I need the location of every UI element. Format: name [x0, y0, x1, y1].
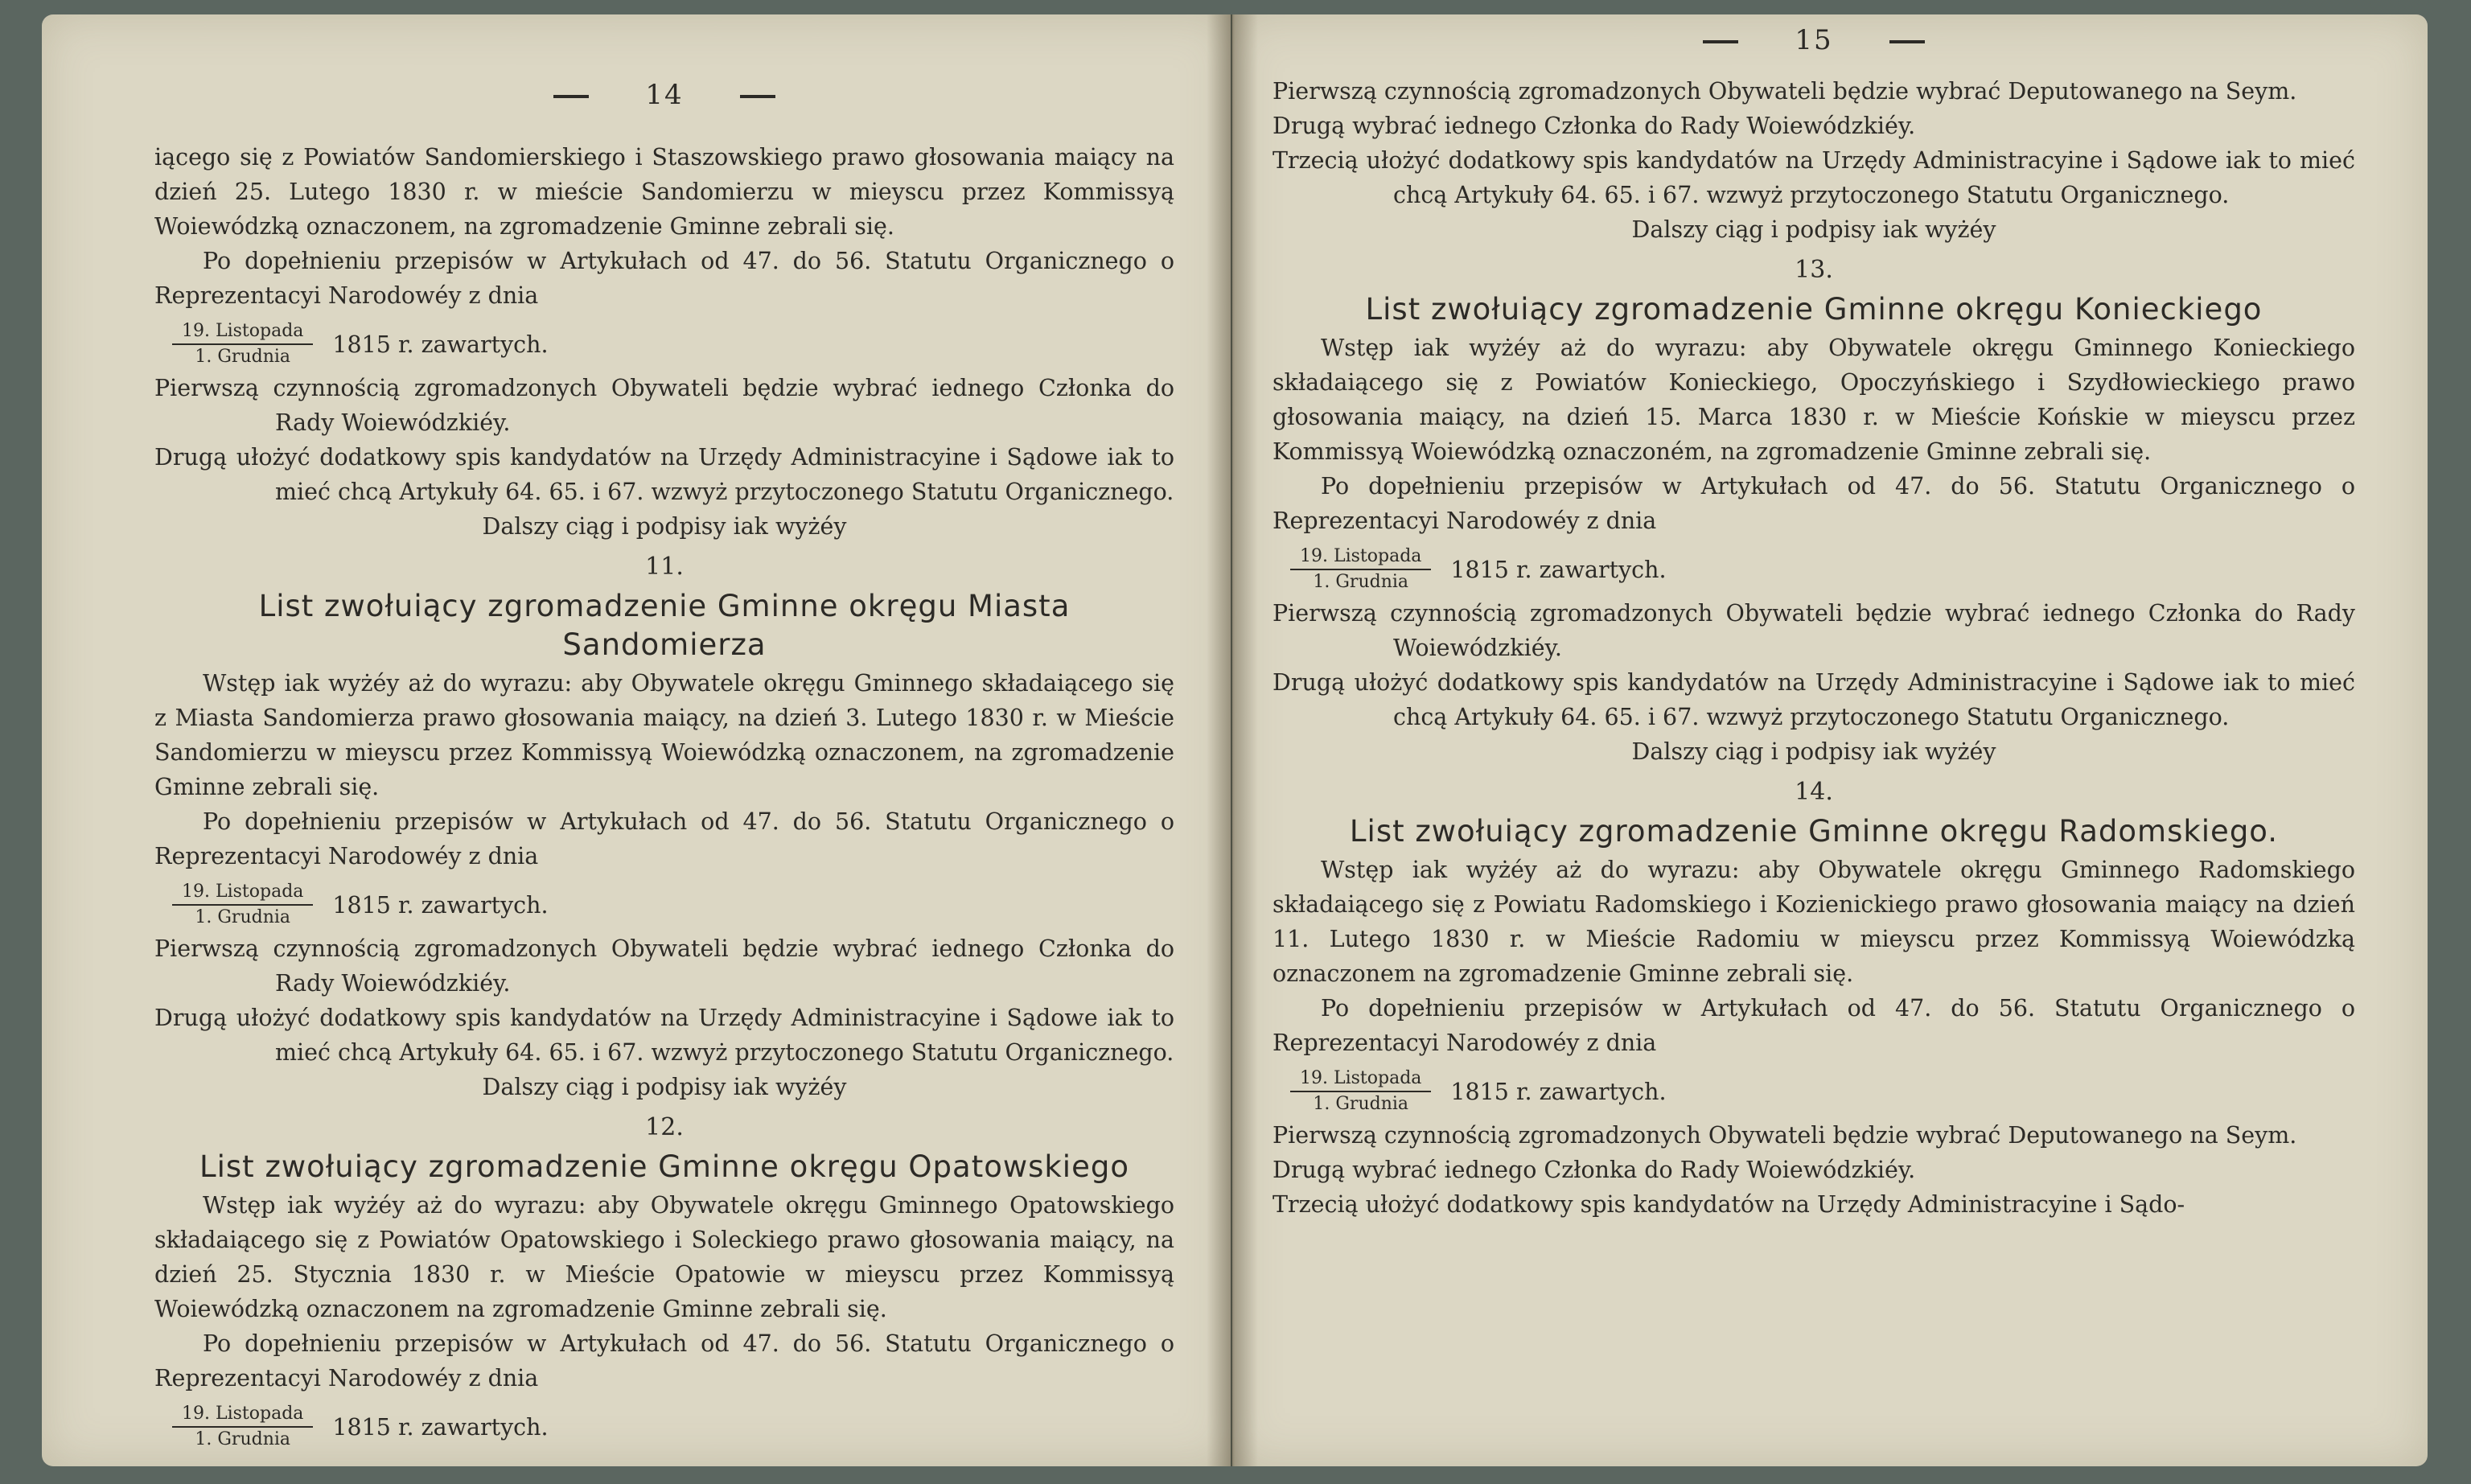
right-page-number: 15	[1273, 24, 2355, 56]
section-title: List zwołuiący zgromadzenie Gminne okręgu Radomskiego.	[1349, 814, 2279, 849]
section-date: $\frac{\text{19. Listopada}}{\text{1. Grudnia}}$ 1815 r. zawartych.	[154, 1404, 1174, 1450]
section-number: 12.	[645, 1113, 684, 1141]
right-opening-closing: Dalszy ciąg i podpisy iak wyżéy	[1631, 216, 1996, 243]
book-gutter	[1207, 14, 1258, 1466]
date-fraction: $\frac{\text{19. Listopada}}{\text{1. Grudnia}}$	[1290, 1068, 1431, 1115]
section-number: 14.	[1795, 778, 1833, 806]
section-closing: Dalszy ciąg i podpisy iak wyżéy	[482, 1074, 847, 1100]
section-first: Pierwszą czynnością zgromadzonych Obywateli będzie wybrać iednego Członka do Rady Woiewódzkiéy.	[154, 935, 1174, 997]
left-page-content	[42, 14, 1231, 1466]
left-opening-date: $\frac{\text{19. Listopada}}{\text{1. Grudnia}}$ 1815 r. zawartych.	[154, 321, 1174, 368]
section-intro: Wstęp iak wyżéy aż do wyrazu: aby Obywatele okręgu Gminnego Radomskiego składaiącego się z Powiatu Radomskiego i Kozienickiego prawo głosowania maiący na dzień 11. Lutego 1830 r. w Mieście Radomiu w mieyscu przez Kommissyą Woiewódzką oznaczonem na zgromadzenie Gminne zebrali się.	[1273, 857, 2355, 987]
right-opening-second: Drugą wybrać iednego Członka do Rady Woiewódzkiéy.	[1273, 113, 1916, 139]
section-intro: Wstęp iak wyżéy aż do wyrazu: aby Obywatele okręgu Gminnego składaiącego się z Miasta Sandomierza prawo głosowania maiący, na dzień 3. Lutego 1830 r. w Mieście Sandomierzu w mieyscu przez Kommissyą Woiewódzką oznaczonem, na zgromadzenie Gminne zebrali się.	[154, 670, 1174, 800]
section-second: Drugą wybrać iednego Członka do Rady Woiewódzkiéy.	[1273, 1157, 1916, 1183]
left-opening-closing: Dalszy ciąg i podpisy iak wyżéy	[482, 513, 847, 540]
right-page-content	[1232, 14, 2428, 1466]
date-fraction: $\frac{\text{19. Listopada}}{\text{1. Grudnia}}$	[172, 882, 313, 928]
section-number: 11.	[645, 553, 684, 581]
right-page	[1232, 14, 2428, 1466]
section-second: Drugą ułożyć dodatkowy spis kandydatów na Urzędy Administracyine i Sądowe iak to mieć chcą Artykuły 64. 65. i 67. wzwyż przytoczonego Statutu Organicznego.	[154, 1005, 1174, 1066]
section-date: $\frac{\text{19. Listopada}}{\text{1. Grudnia}}$ 1815 r. zawartych.	[154, 882, 1174, 928]
section-first: Pierwszą czynnością zgromadzonych Obywateli będzie wybrać iednego Członka do Rady Woiewódzkiéy.	[1273, 600, 2355, 661]
left-opening-first: Pierwszą czynnością zgromadzonych Obywateli będzie wybrać iednego Członka do Rady Woiewódzkiéy.	[154, 375, 1174, 436]
section-title: List zwołuiący zgromadzenie Gminne okręgu Miasta Sandomierza	[258, 589, 1071, 662]
section-date: $\frac{\text{19. Listopada}}{\text{1. Grudnia}}$ 1815 r. zawartych.	[1273, 1068, 2355, 1115]
section-number: 13.	[1795, 256, 1833, 284]
right-opening-first: Pierwszą czynnością zgromadzonych Obywateli będzie wybrać Deputowanego na Seym.	[1273, 78, 2297, 105]
left-opening-lead: Po dopełnieniu przepisów w Artykułach od 47. do 56. Statutu Organicznego o Reprezentacyi Narodowéy z dnia	[154, 248, 1174, 309]
date-fraction: $\frac{\text{19. Listopada}}{\text{1. Grudnia}}$	[172, 1404, 313, 1450]
section-date: $\frac{\text{19. Listopada}}{\text{1. Grudnia}}$ 1815 r. zawartych.	[1273, 546, 2355, 593]
date-fraction: $\frac{\text{19. Listopada}}{\text{1. Grudnia}}$	[172, 321, 313, 368]
section-intro: Wstęp iak wyżéy aż do wyrazu: aby Obywatele okręgu Gminnego Konieckiego składaiącego się z Powiatów Konieckiego, Opoczyńskiego i Szydłowieckiego prawo głosowania maiący, na dzień 15. Marca 1830 r. w Mieście Końskie w mieyscu przez Kommissyą Woiewódzką oznaczoném, na zgromadzenie Gminne zebrali się.	[1273, 335, 2355, 465]
section-lead: Po dopełnieniu przepisów w Artykułach od 47. do 56. Statutu Organicznego o Reprezentacyi Narodowéy z dnia	[1273, 995, 2355, 1056]
left-page-number: 14	[154, 79, 1174, 111]
section-lead: Po dopełnieniu przepisów w Artykułach od 47. do 56. Statutu Organicznego o Reprezentacyi Narodowéy z dnia	[1273, 473, 2355, 534]
section-second: Drugą ułożyć dodatkowy spis kandydatów na Urzędy Administracyine i Sądowe iak to mieć chcą Artykuły 64. 65. i 67. wzwyż przytoczonego Statutu Organicznego.	[1273, 669, 2355, 730]
section-first: Pierwszą czynnością zgromadzonych Obywateli będzie wybrać Deputowanego na Seym.	[1273, 1122, 2297, 1149]
section-title: List zwołuiący zgromadzenie Gminne okręgu Opatowskiego	[199, 1149, 1129, 1184]
section-lead: Po dopełnieniu przepisów w Artykułach od 47. do 56. Statutu Organicznego o Reprezentacyi Narodowéy z dnia	[154, 1330, 1174, 1392]
section-third: Trzecią ułożyć dodatkowy spis kandydatów na Urzędy Administracyine i Sądo-	[1273, 1191, 2185, 1218]
left-opening-second: Drugą ułożyć dodatkowy spis kandydatów na Urzędy Administracyine i Sądowe iak to mieć chcą Artykuły 64. 65. i 67. wzwyż przytoczonego Statutu Organicznego.	[154, 444, 1174, 505]
left-opening-paragraph: iącego się z Powiatów Sandomierskiego i Staszowskiego prawo głosowania maiący na dzień 25. Lutego 1830 r. w mieście Sandomierzu w mieyscu przez Kommissyą Woiewódzką oznaczonem, na zgromadzenie Gminne zebrali się.	[154, 144, 1174, 240]
left-page	[42, 14, 1231, 1466]
section-lead: Po dopełnieniu przepisów w Artykułach od 47. do 56. Statutu Organicznego o Reprezentacyi Narodowéy z dnia	[154, 808, 1174, 869]
section-closing: Dalszy ciąg i podpisy iak wyżéy	[1631, 738, 1996, 765]
right-opening-third: Trzecią ułożyć dodatkowy spis kandydatów na Urzędy Administracyine i Sądowe iak to mieć chcą Artykuły 64. 65. i 67. wzwyż przytoczonego Statutu Organicznego.	[1273, 147, 2355, 208]
section-intro: Wstęp iak wyżéy aż do wyrazu: aby Obywatele okręgu Gminnego Opatowskiego składaiącego się z Powiatów Opatowskiego i Soleckiego prawo głosowania maiący, na dzień 25. Stycznia 1830 r. w Mieście Opatowie w mieyscu przez Kommissyą Woiewódzką oznaczonem na zgromadzenie Gminne zebrali się.	[154, 1192, 1174, 1322]
date-fraction: $\frac{\text{19. Listopada}}{\text{1. Grudnia}}$	[1290, 546, 1431, 593]
section-title: List zwołuiący zgromadzenie Gminne okręgu Konieckiego	[1365, 292, 2263, 327]
